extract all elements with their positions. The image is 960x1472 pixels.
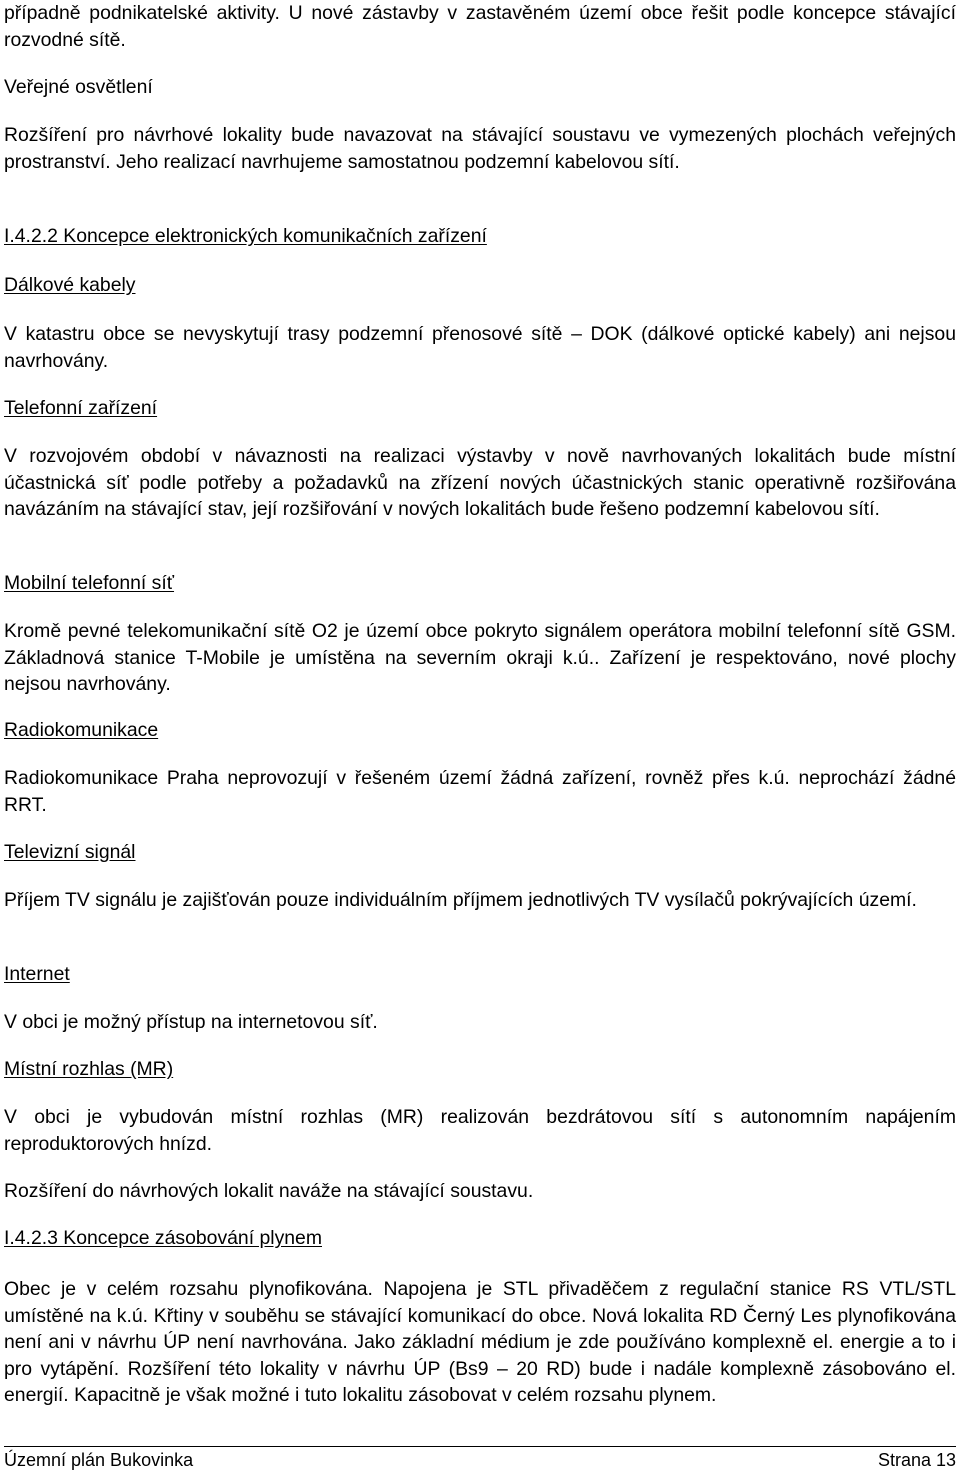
paragraph-public-lighting: Rozšíření pro návrhové lokality bude navazovat na stávající soustavu ve vymezených plochách veřejných prostranství. Jeho realizací navrhujeme samostatnou podzemní kabelovou sítí. [4,124,956,173]
section-heading-telecom: I.4.2.2 Koncepce elektronických komunikačních zařízení [4,225,487,247]
paragraph-long-distance-cables: V katastru obce se nevyskytují trasy podzemní přenosové sítě – DOK (dálkové optické kabely) ani nejsou navrhovány. [4,323,956,372]
subheading-tv-signal: Televizní signál [4,841,136,863]
paragraph-mobile-network: Kromě pevné telekomunikační sítě O2 je území obce pokryto signálem operátora mobilní telefonní sítě GSM. Základnová stanice T-Mobile je umístěna na severním okraji k.ú.. Zařízení je respektováno, nové plochy nejsou navrhovány. [4,620,956,695]
footer-page-number: Strana 13 [877,1450,956,1470]
section-heading-gas: I.4.2.3 Koncepce zásobování plynem [4,1227,322,1249]
subheading-radiocommunications: Radiokomunikace [4,719,159,741]
subheading-telephone: Telefonní zařízení [4,397,158,419]
footer-document-title: Územní plán Bukovinka [4,1450,194,1470]
paragraph-radiocommunications: Radiokomunikace Praha neprovozují v řešeném území žádná zařízení, rovněž přes k.ú. neprochází žádné RRT. [4,767,956,816]
subheading-public-lighting: Veřejné osvětlení [4,76,153,98]
subheading-long-distance-cables: Dálkové kabely [4,274,136,296]
page-footer [4,1446,956,1471]
paragraph-internet: V obci je možný přístup na internetovou síť. [4,1011,378,1033]
paragraph-local-radio-extension: Rozšíření do návrhových lokalit naváže na stávající soustavu. [4,1180,534,1202]
subheading-mobile-network: Mobilní telefonní síť [4,572,175,594]
paragraph-utilities-intro: případně podnikatelské aktivity. U nové zástavby v zastavěném území obce řešit podle koncepce stávající rozvodné sítě. [4,2,956,51]
subheading-local-radio: Místní rozhlas (MR) [4,1058,174,1080]
paragraph-telephone: V rozvojovém období v návaznosti na realizaci výstavby v nově navrhovaných lokalitách bude místní účastnická síť podle potřeby a požadavků na zřízení nových účastnických stanic operativně rozšiřována navázáním na stávající stav, její rozšiřování v nových lokalitách bude řešeno podzemní kabelovou sítí. [4,445,956,520]
subheading-internet: Internet [4,963,70,985]
paragraph-local-radio: V obci je vybudován místní rozhlas (MR) realizován bezdrátovou sítí s autonomním napájením reproduktorových hnízd. [4,1106,956,1155]
paragraph-gas: Obec je v celém rozsahu plynofikována. Napojena je STL přivaděčem z regulační stanice RS VTL/STL umístěné na k.ú. Křtiny v souběhu se stávající komunikací do obce. Nová lokalita RD Černý Les plynofikována není ani v návrhu ÚP není navrhována. Jako základní médium je zde používáno komplexně el. energie a to i pro vytápění. Rozšíření této lokality v návrhu ÚP (Bs9 – 20 RD) bude i nadále komplexně zásobováno el. energií. Kapacitně je však možné i tuto lokalitu zásobovat v celém rozsahu plynem. [4,1278,956,1406]
paragraph-tv-signal: Příjem TV signálu je zajišťován pouze individuálním příjmem jednotlivých TV vysílačů pokrývajících území. [4,889,917,911]
